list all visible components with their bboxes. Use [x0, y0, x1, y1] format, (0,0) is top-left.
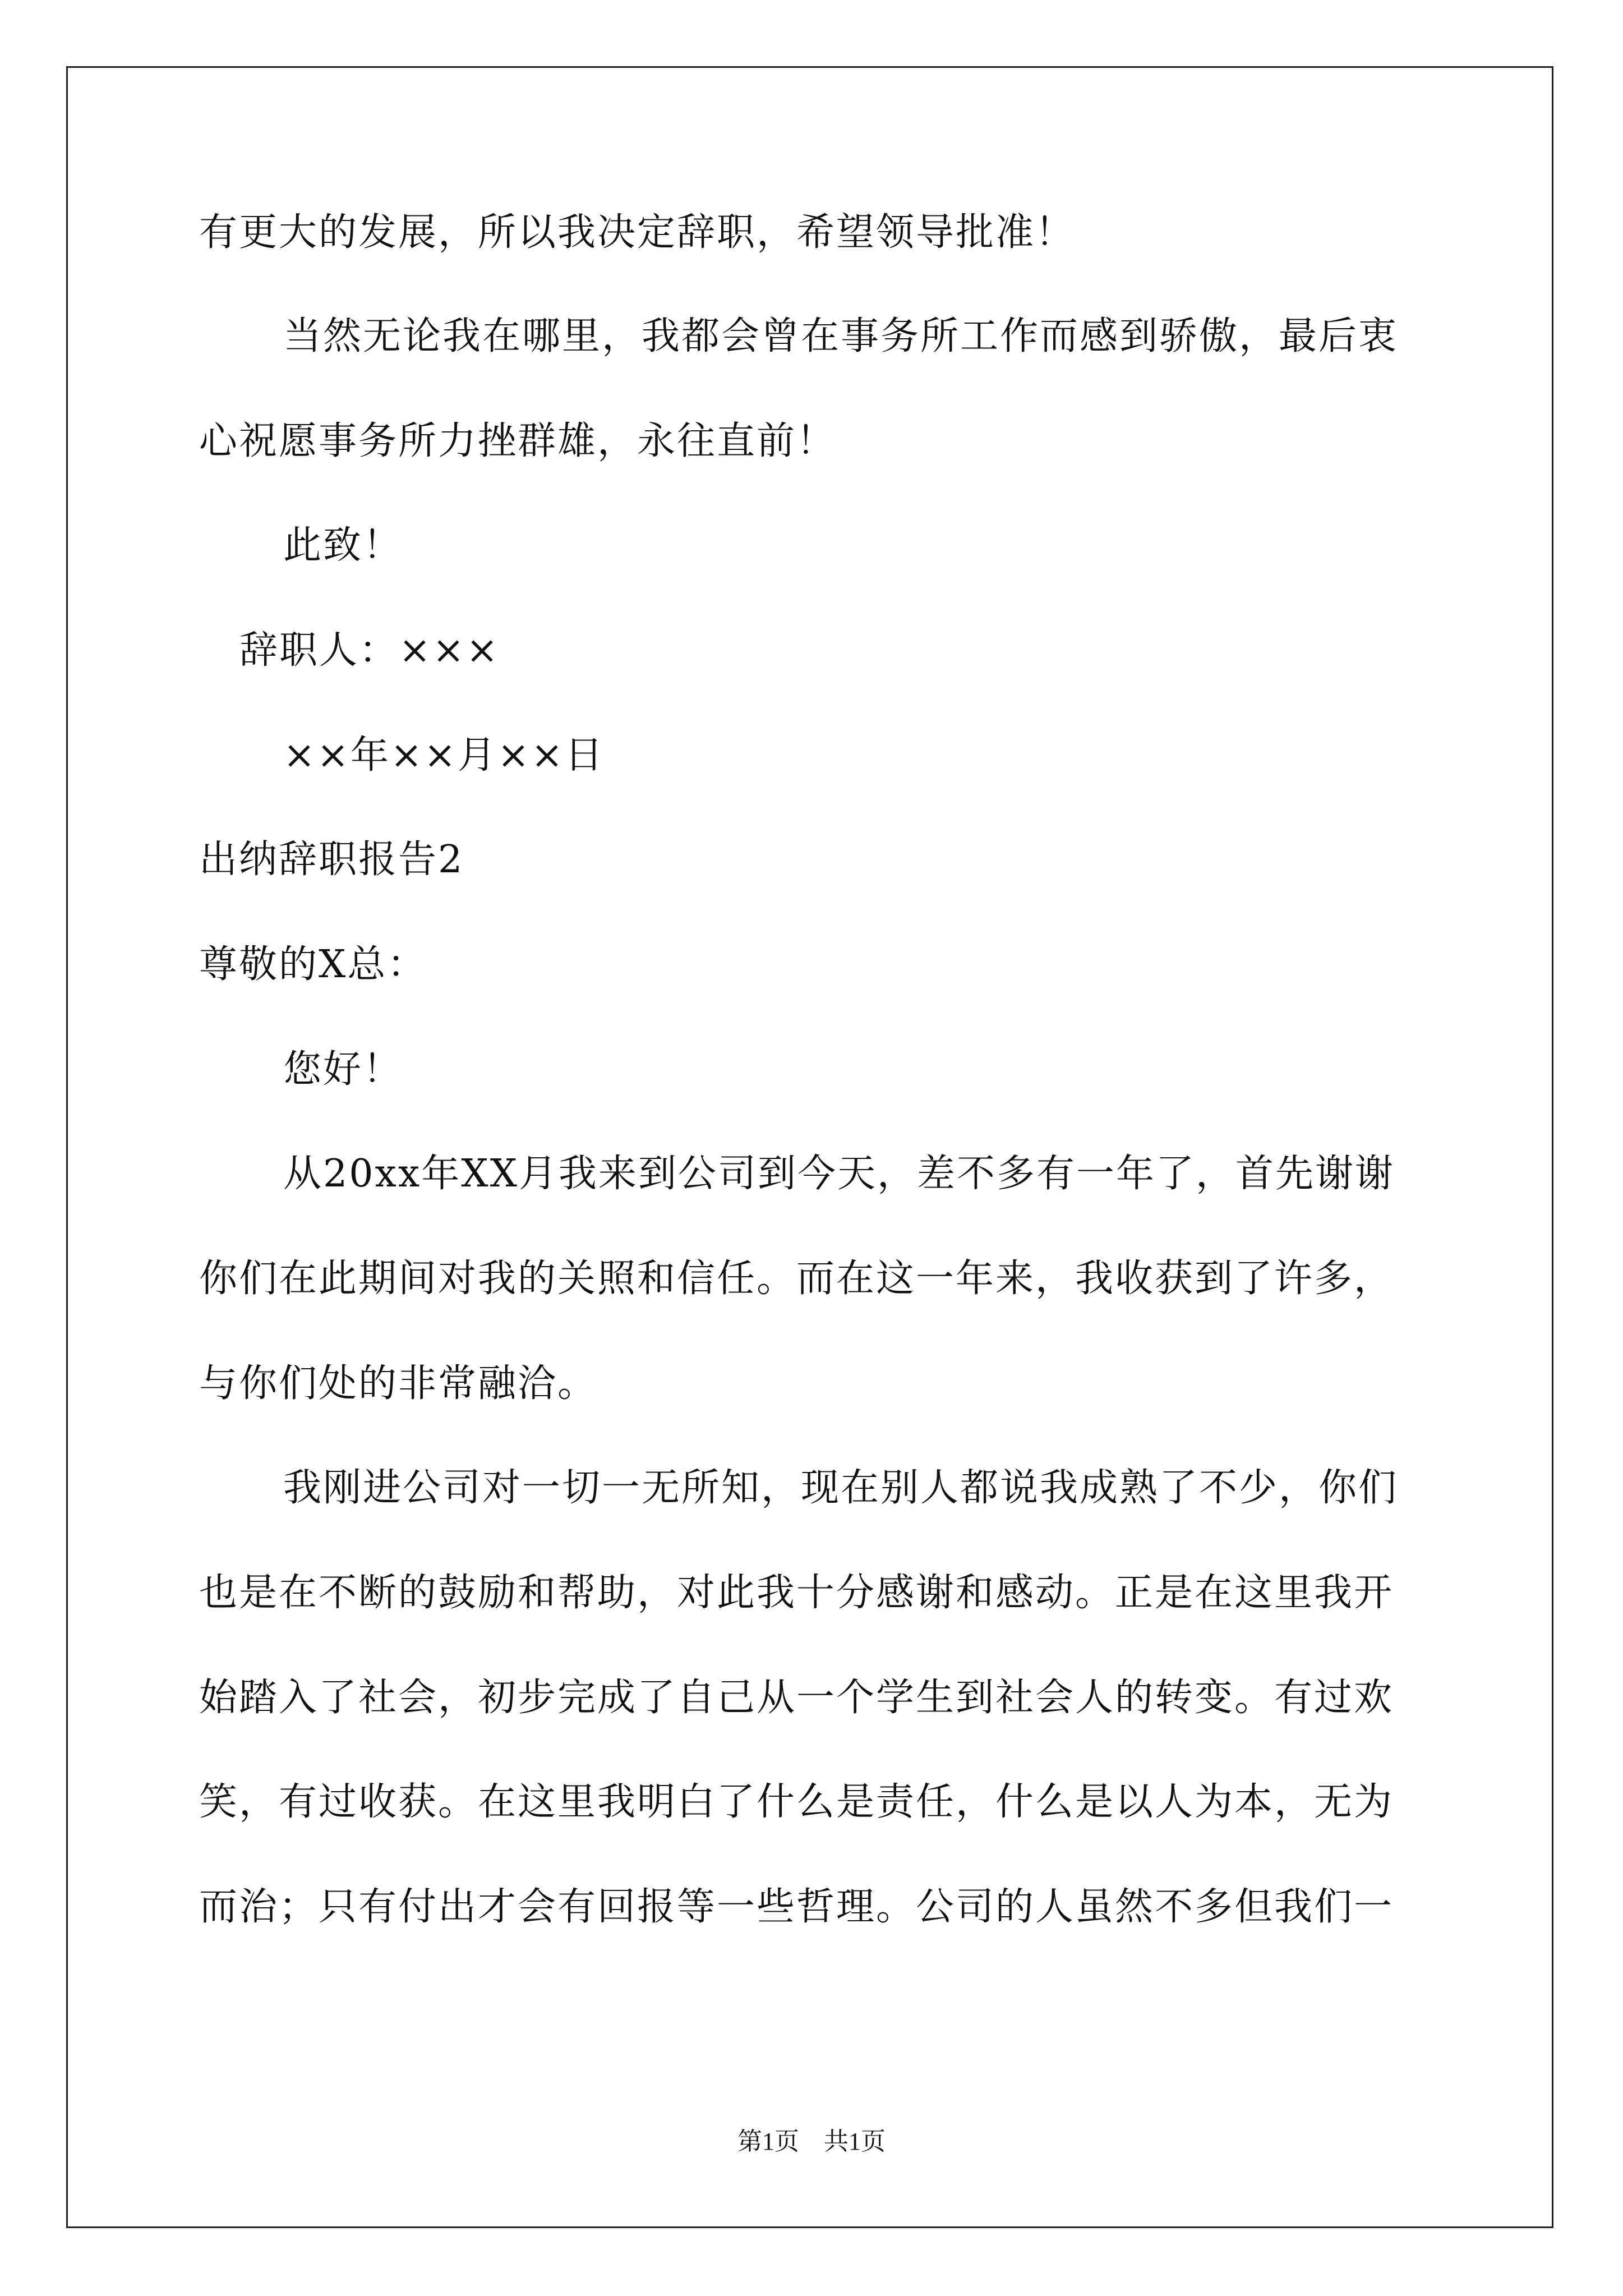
- section-title: 出纳辞职报告2: [199, 838, 464, 882]
- body-text-line: 始踏入了社会，初步完成了自己从一个学生到社会人的转变。有过欢: [199, 1676, 1394, 1720]
- body-text-line: 心祝愿事务所力挫群雄，永往直前！: [199, 419, 837, 463]
- body-text-line: 而治；只有付出才会有回报等一些哲理。公司的人虽然不多但我们一: [199, 1885, 1394, 1929]
- greeting-addressee: 尊敬的X总：: [199, 942, 427, 987]
- body-text-line: 从20xx年XX月我来到公司到今天，差不多有一年了，首先谢谢: [283, 1152, 1395, 1196]
- body-text-line: 我刚进公司对一切一无所知，现在别人都说我成熟了不少，你们: [283, 1466, 1399, 1510]
- body-text-line: 当然无论我在哪里，我都会曾在事务所工作而感到骄傲，最后衷: [283, 314, 1399, 358]
- date-line: ××年××月××日: [283, 733, 605, 777]
- body-text-line: 你们在此期间对我的关照和信任。而在这一年来，我收获到了许多，: [199, 1257, 1394, 1301]
- body-text-line: 也是在不断的鼓励和帮助，对此我十分感谢和感动。正是在这里我开: [199, 1571, 1394, 1615]
- greeting-line: 您好！: [283, 1047, 403, 1092]
- closing-salutation: 此致！: [283, 523, 403, 568]
- body-text-line: 与你们处的非常融洽。: [199, 1361, 598, 1406]
- signature-line: 辞职人：×××: [239, 628, 500, 673]
- body-text-line: 有更大的发展，所以我决定辞职，希望领导批准！: [199, 210, 1076, 255]
- page-number-footer: 第1页 共1页: [737, 2128, 886, 2155]
- body-text-line: 笑，有过收获。在这里我明白了什么是责任，什么是以人为本，无为: [199, 1780, 1394, 1824]
